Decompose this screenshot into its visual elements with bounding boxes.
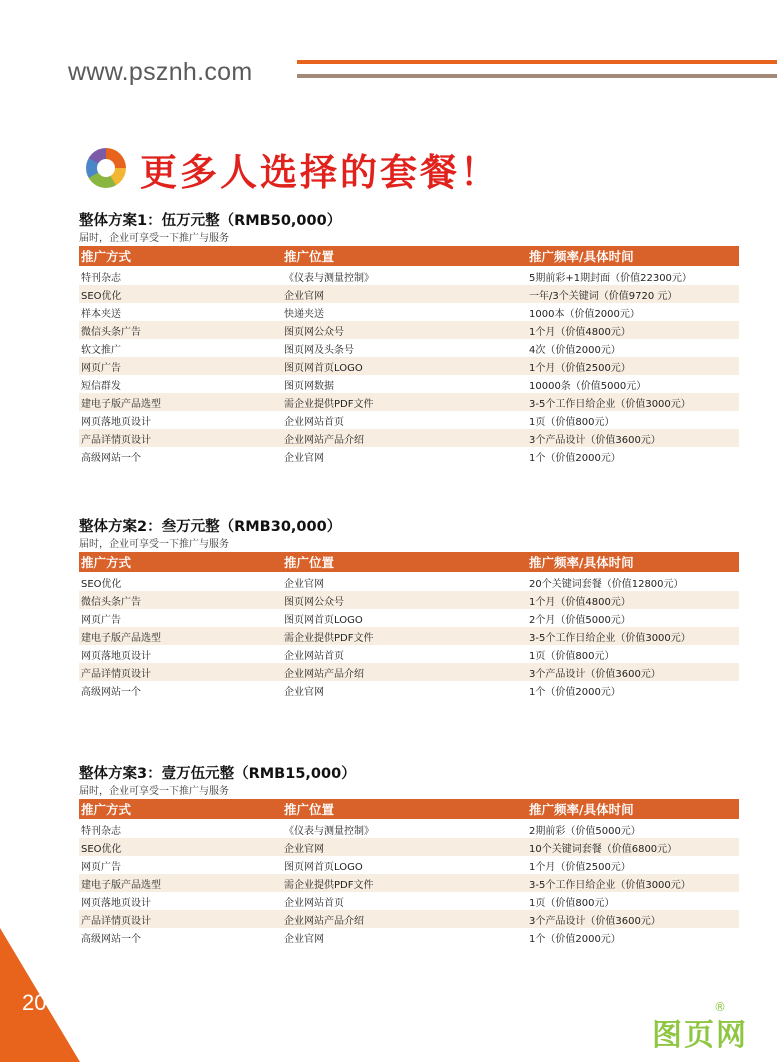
table-cell: SEO优化 bbox=[81, 578, 122, 590]
table-row bbox=[79, 892, 739, 910]
table-cell: 企业官网 bbox=[284, 933, 324, 945]
table-cell: 需企业提供PDF文件 bbox=[284, 879, 374, 891]
table-cell: 1个月（价值2500元） bbox=[529, 861, 631, 873]
table-cell: 图页网及头条号 bbox=[284, 344, 354, 356]
table-cell: 高级网站一个 bbox=[81, 933, 141, 945]
table-cell: 需企业提供PDF文件 bbox=[284, 398, 374, 410]
plan-title: 整体方案2：叁万元整（RMB30,000） bbox=[79, 519, 342, 535]
site-url: www.psznh.com bbox=[68, 58, 253, 86]
table-cell: 《仪表与测量控制》 bbox=[284, 272, 374, 284]
table-cell: 1页（价值800元） bbox=[529, 416, 615, 428]
table-cell: 特刊杂志 bbox=[81, 825, 121, 837]
table-cell: 1个（价值2000元） bbox=[529, 452, 621, 464]
table-header-cell: 推广位置 bbox=[284, 249, 335, 264]
table-cell: 微信头条广告 bbox=[81, 596, 141, 608]
table-cell: 企业官网 bbox=[284, 290, 324, 302]
table-header-row bbox=[79, 246, 739, 266]
table-cell: 企业网站首页 bbox=[284, 650, 344, 662]
table-header-cell: 推广频率/具体时间 bbox=[529, 802, 634, 817]
table-cell: 1页（价值800元） bbox=[529, 897, 615, 909]
plan-3 bbox=[79, 764, 739, 946]
table-row bbox=[79, 375, 739, 393]
table-cell: 微信头条广告 bbox=[81, 326, 141, 338]
table-row bbox=[79, 267, 739, 285]
table-row bbox=[79, 357, 739, 375]
table-cell: 网页广告 bbox=[81, 861, 121, 873]
table-cell: 3个产品设计（价值3600元） bbox=[529, 915, 661, 927]
table-cell: 图页网数据 bbox=[284, 380, 334, 392]
table-cell: 企业官网 bbox=[284, 578, 324, 590]
table-cell: 1个月（价值4800元） bbox=[529, 596, 631, 608]
table-cell: 企业网站产品介绍 bbox=[284, 434, 364, 446]
table-cell: 网页广告 bbox=[81, 614, 121, 626]
plan-title: 整体方案1：伍万元整（RMB50,000） bbox=[79, 213, 342, 229]
table-cell: 特刊杂志 bbox=[81, 272, 121, 284]
table-row bbox=[79, 609, 739, 627]
table-cell: 5期前彩+1期封面（价值22300元） bbox=[529, 272, 692, 284]
table-cell: 快递夹送 bbox=[284, 308, 324, 320]
table-row bbox=[79, 393, 739, 411]
registered-mark: ® bbox=[714, 1000, 726, 1014]
table-header-cell: 推广频率/具体时间 bbox=[529, 249, 634, 264]
table-cell: 3-5个工作日给企业（价值3000元） bbox=[529, 879, 691, 891]
table-cell: 图页网公众号 bbox=[284, 596, 344, 608]
table-row bbox=[79, 339, 739, 357]
table-row bbox=[79, 429, 739, 447]
table-cell: 企业网站产品介绍 bbox=[284, 915, 364, 927]
table-cell: 20个关键词套餐（价值12800元） bbox=[529, 578, 684, 590]
plan-subtitle: 届时，企业可享受一下推广与服务 bbox=[79, 233, 229, 244]
table-cell: 图页网公众号 bbox=[284, 326, 344, 338]
plan-subtitle: 届时，企业可享受一下推广与服务 bbox=[79, 786, 229, 797]
table-cell: 1000本（价值2000元） bbox=[529, 308, 640, 320]
table-cell: 高级网站一个 bbox=[81, 686, 141, 698]
table-row bbox=[79, 321, 739, 339]
table-cell: 网页广告 bbox=[81, 362, 121, 374]
table-header-cell: 推广位置 bbox=[284, 802, 335, 817]
table-row bbox=[79, 645, 739, 663]
table-row bbox=[79, 573, 739, 591]
table-header-row bbox=[79, 799, 739, 819]
table-header-row bbox=[79, 552, 739, 572]
watermark: 图页网 bbox=[652, 1018, 748, 1053]
page-title: 更多人选择的套餐！ bbox=[140, 151, 500, 194]
table-row bbox=[79, 447, 739, 465]
table-cell: 样本夹送 bbox=[81, 308, 121, 320]
table-cell: 企业官网 bbox=[284, 452, 324, 464]
table-row bbox=[79, 663, 739, 681]
table-cell: 网页落地页设计 bbox=[81, 416, 151, 428]
table-cell: 1页（价值800元） bbox=[529, 650, 615, 662]
table-cell: 企业网站首页 bbox=[284, 416, 344, 428]
table-cell: SEO优化 bbox=[81, 843, 122, 855]
plan-2 bbox=[79, 517, 739, 699]
table-row bbox=[79, 285, 739, 303]
table-cell: 4次（价值2000元） bbox=[529, 344, 621, 356]
plan-subtitle: 届时，企业可享受一下推广与服务 bbox=[79, 539, 229, 550]
table-cell: 网页落地页设计 bbox=[81, 650, 151, 662]
ring-logo-icon bbox=[86, 148, 126, 188]
table-cell: 10个关键词套餐（价值6800元） bbox=[529, 843, 678, 855]
table-cell: 网页落地页设计 bbox=[81, 897, 151, 909]
table-cell: 3-5个工作日给企业（价值3000元） bbox=[529, 632, 691, 644]
table-cell: 建电子版产品选型 bbox=[81, 632, 161, 644]
table-cell: 一年/3个关键词（价值9720 元） bbox=[529, 290, 678, 302]
table-cell: 1个（价值2000元） bbox=[529, 686, 621, 698]
table-cell: 图页网首页LOGO bbox=[284, 362, 363, 374]
table-cell: 图页网首页LOGO bbox=[284, 861, 363, 873]
table-cell: 2个月（价值5000元） bbox=[529, 614, 631, 626]
table-row bbox=[79, 856, 739, 874]
table-row bbox=[79, 874, 739, 892]
table-cell: 2期前彩（价值5000元） bbox=[529, 825, 641, 837]
table-header-cell: 推广方式 bbox=[81, 249, 132, 264]
table-header-cell: 推广方式 bbox=[81, 802, 132, 817]
table-cell: 3个产品设计（价值3600元） bbox=[529, 434, 661, 446]
page-number: 20 bbox=[22, 990, 47, 1015]
table-row bbox=[79, 303, 739, 321]
table-cell: 短信群发 bbox=[81, 380, 121, 392]
table-row bbox=[79, 910, 739, 928]
table-cell: 10000条（价值5000元） bbox=[529, 380, 647, 392]
table-row bbox=[79, 820, 739, 838]
header-line-brown bbox=[297, 74, 777, 78]
table-header-cell: 推广方式 bbox=[81, 555, 132, 570]
plan-1 bbox=[79, 211, 739, 465]
table-cell: 图页网首页LOGO bbox=[284, 614, 363, 626]
table-row bbox=[79, 681, 739, 699]
table-header-cell: 推广频率/具体时间 bbox=[529, 555, 634, 570]
header-line-orange bbox=[297, 60, 777, 64]
table-cell: 企业网站产品介绍 bbox=[284, 668, 364, 680]
table-row bbox=[79, 411, 739, 429]
table-cell: 软文推广 bbox=[81, 344, 121, 356]
table-cell: 产品详情页设计 bbox=[81, 434, 151, 446]
table-cell: 建电子版产品选型 bbox=[81, 398, 161, 410]
table-row bbox=[79, 627, 739, 645]
table-cell: 企业网站首页 bbox=[284, 897, 344, 909]
table-row bbox=[79, 838, 739, 856]
table-row bbox=[79, 591, 739, 609]
table-header-cell: 推广位置 bbox=[284, 555, 335, 570]
table-row bbox=[79, 928, 739, 946]
table-cell: 《仪表与测量控制》 bbox=[284, 825, 374, 837]
table-cell: 1个（价值2000元） bbox=[529, 933, 621, 945]
table-cell: 企业官网 bbox=[284, 843, 324, 855]
table-cell: 1个月（价值2500元） bbox=[529, 362, 631, 374]
table-cell: SEO优化 bbox=[81, 290, 122, 302]
table-cell: 高级网站一个 bbox=[81, 452, 141, 464]
table-cell: 产品详情页设计 bbox=[81, 668, 151, 680]
table-cell: 产品详情页设计 bbox=[81, 915, 151, 927]
table-cell: 3-5个工作日给企业（价值3000元） bbox=[529, 398, 691, 410]
table-cell: 1个月（价值4800元） bbox=[529, 326, 631, 338]
table-cell: 3个产品设计（价值3600元） bbox=[529, 668, 661, 680]
table-cell: 建电子版产品选型 bbox=[81, 879, 161, 891]
plan-title: 整体方案3：壹万伍元整（RMB15,000） bbox=[79, 766, 356, 782]
table-cell: 需企业提供PDF文件 bbox=[284, 632, 374, 644]
table-cell: 企业官网 bbox=[284, 686, 324, 698]
